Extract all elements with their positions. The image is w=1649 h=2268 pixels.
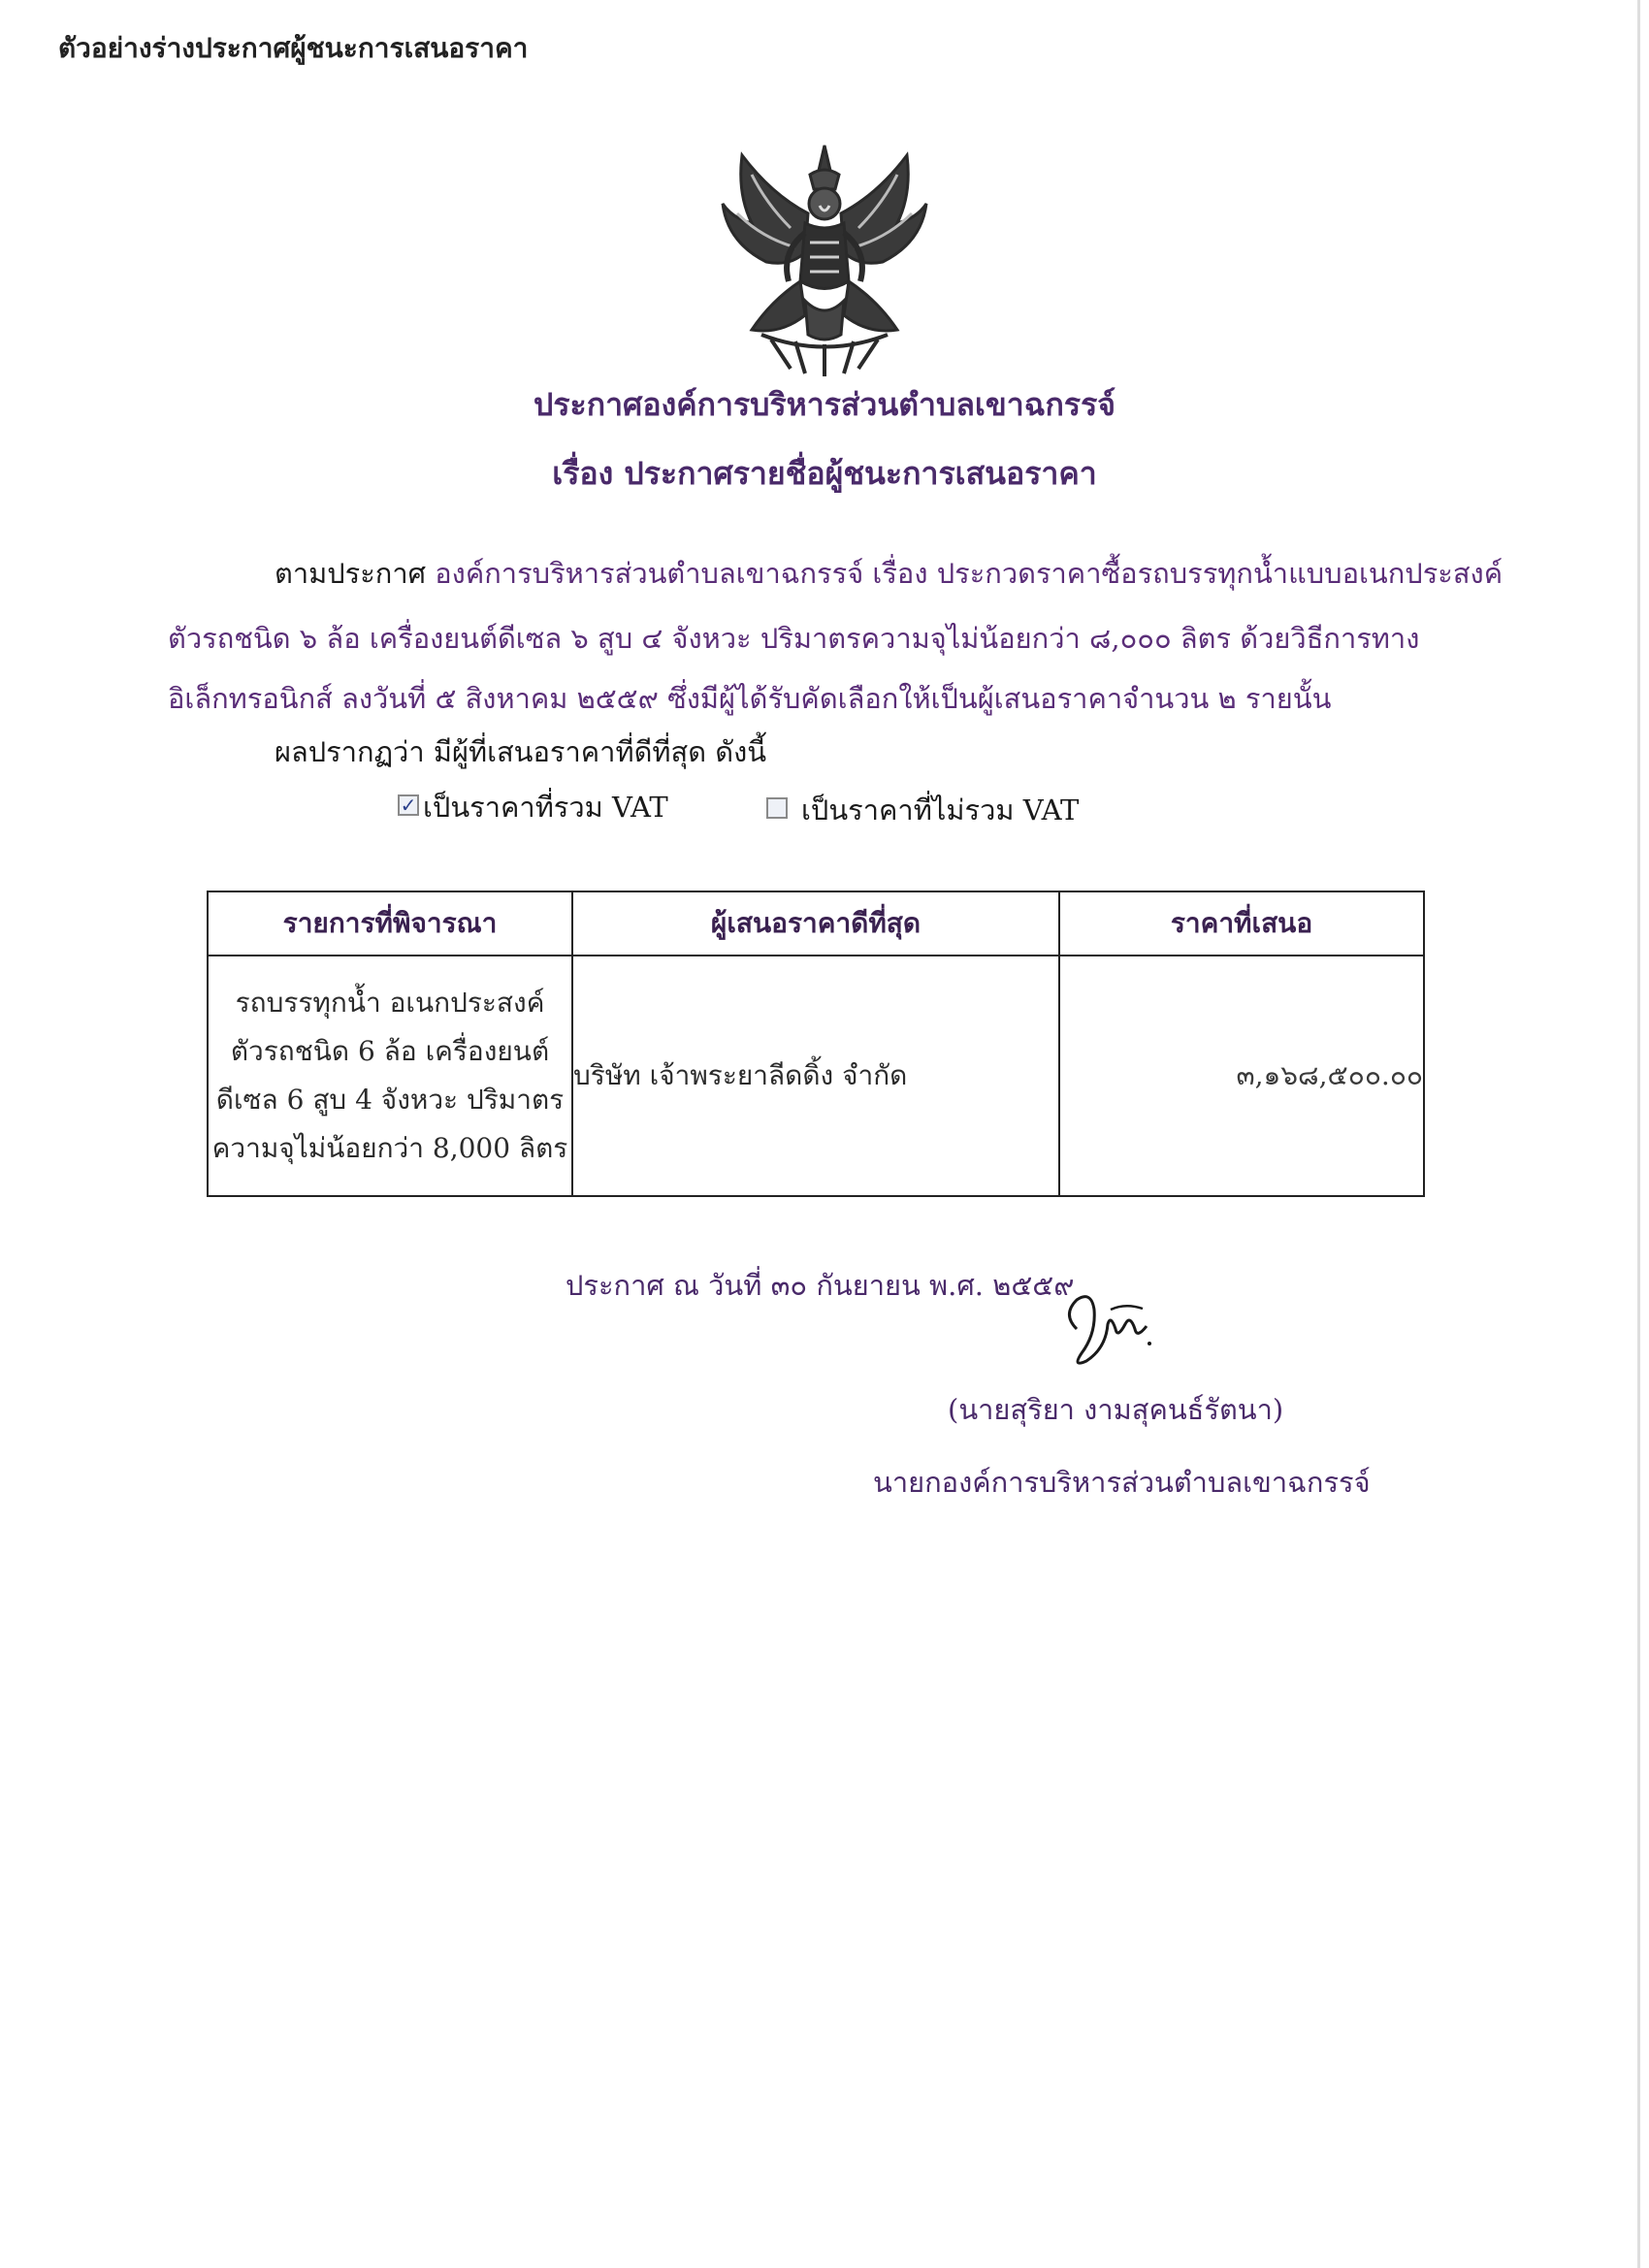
header-price: ราคาที่เสนอ (1059, 891, 1424, 956)
item-line: ตัวรถชนิด 6 ล้อ เครื่องยนต์ (230, 1035, 550, 1067)
body-line-1-rest: องค์การบริหารส่วนตำบลเขาฉกรรจ์ เรื่อง ประกวดราคาซื้อรถบรรทุกน้ำแบบอเนกประสงค์ (435, 557, 1504, 590)
bidder-cell: บริษัท เจ้าพระยาลีดดิ้ง จำกัด (572, 956, 1059, 1196)
body-line-4: ผลปรากฏว่า มีผู้ที่เสนอราคาที่ดีที่สุด ดังนี้ (275, 735, 767, 768)
announcement-subject: เรื่อง ประกาศรายชื่อผู้ชนะการเสนอราคา (552, 455, 1097, 492)
handwritten-signature-icon (1057, 1285, 1164, 1373)
document-header-label: ตัวอย่างร่างประกาศผู้ชนะการเสนอราคา (58, 32, 529, 64)
vat-excluded-label: เป็นราคาที่ไม่รวม VAT (801, 794, 1080, 826)
item-line: รถบรรทุกน้ำ อเนกประสงค์ (235, 987, 545, 1019)
award-table (207, 891, 1425, 1197)
announcement-title: ประกาศองค์การบริหารส่วนตำบลเขาฉกรรจ์ (534, 386, 1116, 423)
body-line-2: ตัวรถชนิด ๖ ล้อ เครื่องยนต์ดีเซล ๖ สูบ ๔ จังหวะ ปริมาตรความจุไม่น้อยกว่า ๘,๐๐๐ ลิตร ด้วยวิธีการทาง (168, 622, 1420, 655)
header-bidder: ผู้เสนอราคาดีที่สุด (572, 891, 1059, 956)
price-cell: ๓,๑๖๘,๕๐๐.๐๐ (1059, 956, 1424, 1196)
body-line-1 (275, 551, 1503, 596)
page-edge (1637, 0, 1640, 2268)
vat-included-label: เป็นราคาที่รวม VAT (423, 791, 668, 824)
body-line-1-lead: ตามประกาศ (275, 557, 427, 590)
header-item: รายการที่พิจารณา (208, 891, 572, 956)
vat-excluded-checkbox[interactable] (766, 797, 788, 819)
garuda-emblem-icon (713, 136, 936, 378)
signer-position: นายกองค์การบริหารส่วนตำบลเขาฉกรรจ์ (873, 1466, 1371, 1499)
table-header-row (208, 891, 1424, 956)
body-line-3: อิเล็กทรอนิกส์ ลงวันที่ ๕ สิงหาคม ๒๕๕๙ ซึ่งมีผู้ได้รับคัดเลือกให้เป็นผู้เสนอราคาจำนวน ๒ รายนั้น (168, 682, 1332, 715)
item-line: ดีเซล 6 สูบ 4 จังหวะ ปริมาตร (215, 1084, 565, 1116)
vat-included-checkbox[interactable]: ✓ (398, 794, 419, 816)
announce-date: ประกาศ ณ วันที่ ๓๐ กันยายน พ.ศ. ๒๕๕๙ (566, 1269, 1075, 1302)
table-row (208, 956, 1424, 1196)
signer-name: (นายสุริยา งามสุคนธ์รัตนา) (948, 1393, 1284, 1426)
item-line: ความจุไม่น้อยกว่า 8,000 ลิตร (211, 1132, 568, 1164)
item-cell (208, 956, 572, 1196)
